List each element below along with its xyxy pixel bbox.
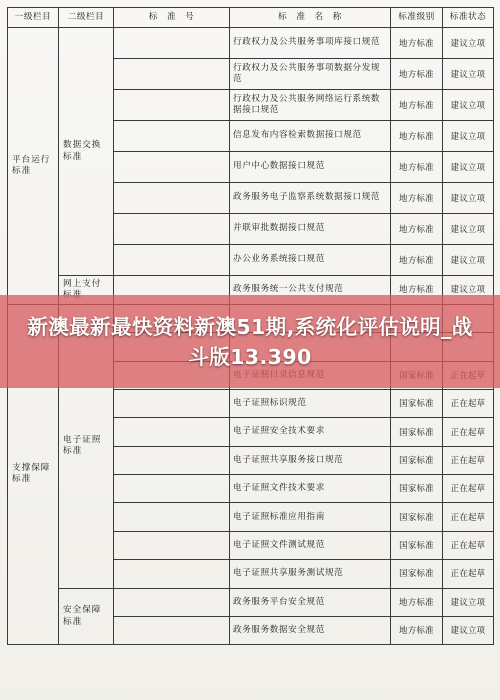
standard-level: 国家标准 [391,560,443,588]
standard-name: 政务服务平台安全规范 [230,588,391,616]
subgroup-security: 安全保障标准 [59,588,114,645]
standard-name: 政务服务数据安全规范 [230,617,391,645]
standard-status: 正在起草 [443,389,494,417]
standard-number-cell [114,245,230,276]
banner-headline: 新澳最新最快资料新澳51期,系统化评估说明_战斗版13.390 [27,314,473,369]
standard-level: 地方标准 [391,183,443,214]
standard-name: 电子证照标准应用指南 [230,503,391,531]
standard-level: 国家标准 [391,389,443,417]
standard-name: 行政权力及公共服务事项库接口规范 [230,28,391,59]
standard-level: 国家标准 [391,503,443,531]
standard-level: 地方标准 [391,617,443,645]
header-level2: 二级栏目 [59,8,114,28]
standard-status: 建议立项 [443,183,494,214]
standard-level: 地方标准 [391,59,443,90]
standard-level: 地方标准 [391,28,443,59]
standard-status: 建议立项 [443,214,494,245]
standard-status: 正在起草 [443,418,494,446]
group-platform: 平台运行标准 [8,28,59,305]
standard-name: 电子证照文件测试规范 [230,531,391,559]
standard-status: 正在起草 [443,531,494,559]
standard-number-cell [114,503,230,531]
header-name: 标 准 名 称 [230,8,391,28]
standard-level: 地方标准 [391,245,443,276]
standard-number-cell [114,90,230,121]
subgroup-online-payment: 网上支付 [59,276,114,305]
standard-name: 信息发布内容检索数据接口规范 [230,121,391,152]
subgroup-e-license: 电子证照标准 [59,304,114,588]
standard-status: 建议立项 [443,59,494,90]
standard-number-cell [114,446,230,474]
standard-status: 正在起草 [443,446,494,474]
standard-name: 政务服务统一公共支付规范 [230,276,391,305]
group-support: 支撑保障标准 [8,304,59,645]
standard-status: 建议立项 [443,90,494,121]
standard-status: 建议立项 [443,121,494,152]
standard-level: 国家标准 [391,418,443,446]
standard-name: 电子证照文件技术要求 [230,475,391,503]
standard-status: 建议立项 [443,617,494,645]
standard-name: 行政权力及公共服务网络运行系统数据接口规范 [230,90,391,121]
standard-status: 建议立项 [443,28,494,59]
standard-number-cell [114,183,230,214]
subgroup-data-exchange: 数据交换标准 [59,28,114,276]
standard-number-cell [114,59,230,90]
standard-number-cell [114,121,230,152]
standard-number-cell [114,588,230,616]
standard-name: 电子证照标识规范 [230,389,391,417]
header-status: 标准状态 [443,8,494,28]
standard-level: 地方标准 [391,214,443,245]
standard-number-cell [114,560,230,588]
standard-number-cell [114,475,230,503]
standard-level: 国家标准 [391,475,443,503]
standard-number-cell [114,531,230,559]
standard-name: 政务服务电子监察系统数据接口规范 [230,183,391,214]
standard-level: 地方标准 [391,90,443,121]
standard-name: 并联审批数据接口规范 [230,214,391,245]
standard-status: 建议立项 [443,588,494,616]
standard-level: 地方标准 [391,588,443,616]
standard-number-cell [114,214,230,245]
standard-name: 电子证照共享服务测试规范 [230,560,391,588]
standard-name: 电子证照共享服务接口规范 [230,446,391,474]
standard-number-cell [114,389,230,417]
table-row [8,588,494,616]
standard-status: 正在起草 [443,560,494,588]
standard-level: 地方标准 [391,276,443,305]
table-row [8,28,494,59]
standard-name: 行政权力及公共服务事项数据分发规范 [230,59,391,90]
standard-name: 办公业务系统接口规范 [230,245,391,276]
standard-level: 国家标准 [391,446,443,474]
standard-number-cell [114,418,230,446]
standard-name: 电子证照安全技术要求 [230,418,391,446]
header-level: 标准级别 [391,8,443,28]
standard-status: 正在起草 [443,503,494,531]
standard-status: 正在起草 [443,475,494,503]
standard-status: 建议立项 [443,276,494,305]
standard-level: 地方标准 [391,152,443,183]
header-level1: 一级栏目 [8,8,59,28]
overlay-banner [0,295,500,388]
standard-number-cell [114,28,230,59]
standard-name: 用户中心数据接口规范 [230,152,391,183]
header-number: 标 准 号 [114,8,230,28]
standard-number-cell [114,152,230,183]
standard-status: 建议立项 [443,152,494,183]
standard-level: 国家标准 [391,531,443,559]
standard-status: 建议立项 [443,245,494,276]
table-header-row [8,8,494,28]
standard-level: 地方标准 [391,121,443,152]
standard-number-cell [114,617,230,645]
